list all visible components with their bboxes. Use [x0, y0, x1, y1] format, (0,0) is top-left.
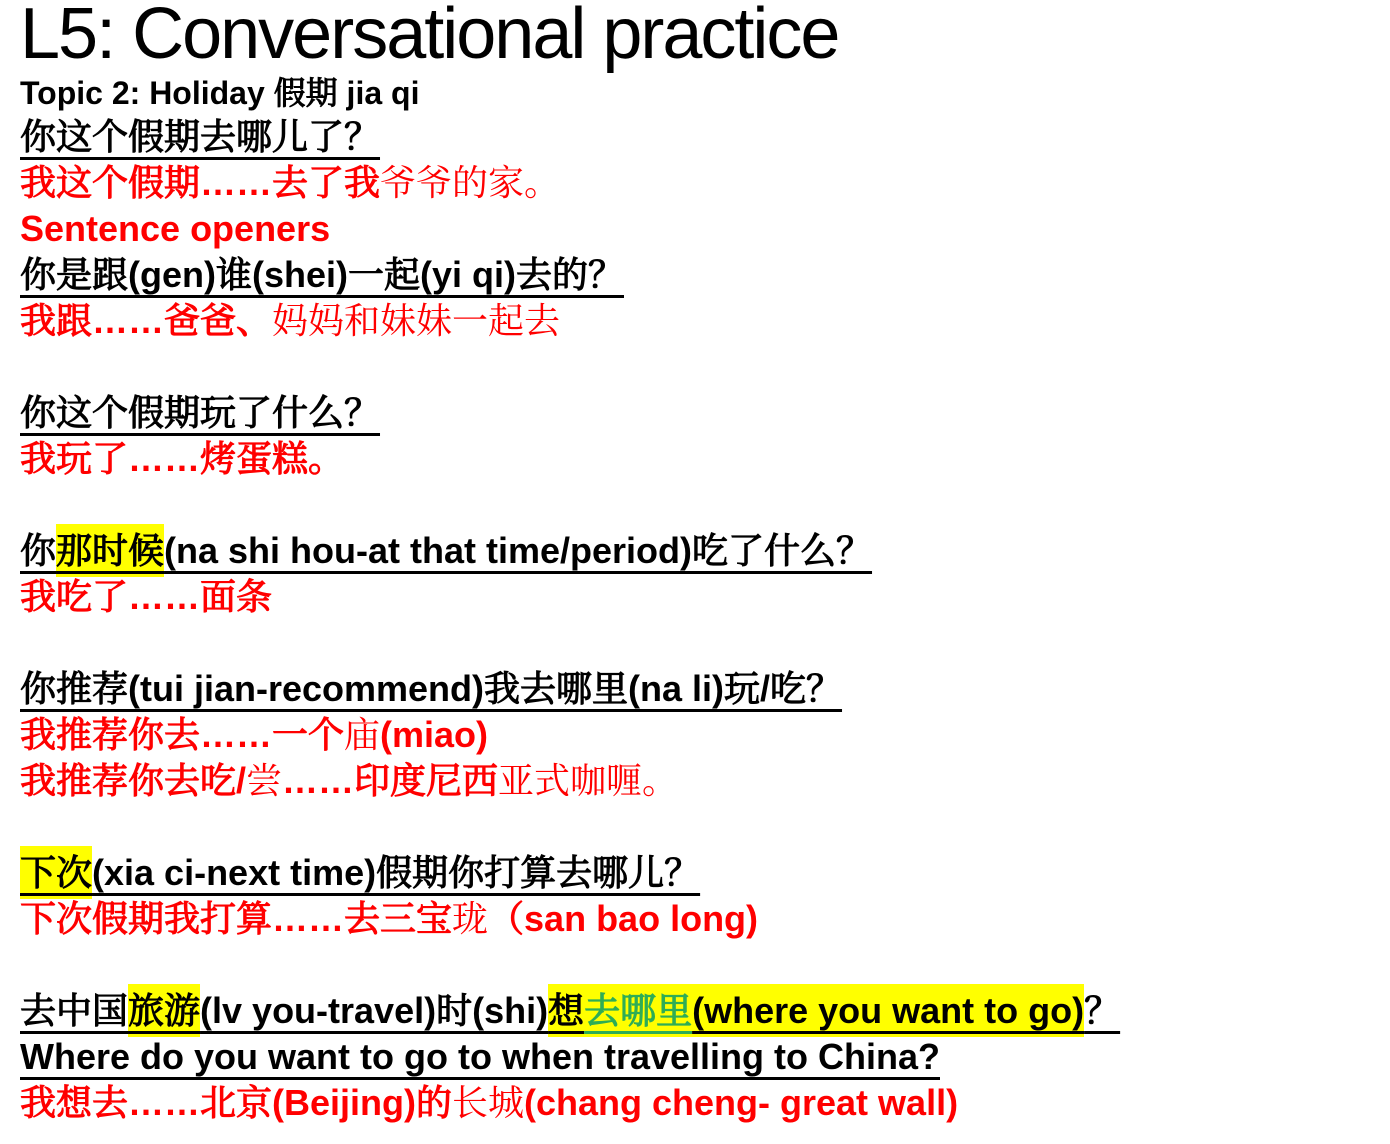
question-line: [20, 666, 1380, 712]
text-run: 我想去……北京(Beijing)的: [20, 1082, 452, 1124]
answer-line: [20, 758, 1380, 804]
text-run: 去哪里: [584, 984, 692, 1037]
text-run: 我吃了……面条: [20, 576, 273, 618]
blank-line: [20, 482, 1380, 528]
text-run: ？: [1084, 990, 1121, 1032]
text-run: 我推荐你去……一个: [20, 714, 345, 756]
question-line: [20, 988, 1380, 1034]
text-run: 你这个假期玩了什么？: [20, 392, 381, 434]
page-title: L5: Conversational practice: [20, 0, 839, 74]
text-run: (miao): [380, 714, 489, 756]
text-run: （san bao long): [488, 898, 759, 940]
question-line: [20, 390, 1380, 436]
text-run: 下次假期我打算……去三宝: [20, 898, 453, 940]
blank-line: [20, 344, 1380, 390]
text-run: (na shi hou-at that time/period)吃了什么？: [164, 530, 873, 572]
document-body: [20, 114, 1380, 1126]
text-run: 珑: [452, 898, 489, 940]
text-run: 我推荐你去吃/: [20, 760, 247, 802]
text-run: 爷爷的家。: [380, 162, 561, 204]
text-run: 你: [20, 530, 57, 572]
text-run: 妈妈和妹妹一起去: [272, 300, 561, 342]
text-run: (xia ci-next time)假期你打算去哪儿？: [92, 852, 701, 894]
answer-line: [20, 712, 1380, 758]
text-run: 庙: [344, 714, 381, 756]
text-run: 去中国: [20, 990, 129, 1032]
answer-line: [20, 574, 1380, 620]
answer-line: [20, 896, 1380, 942]
blank-line: [20, 620, 1380, 666]
page-subtitle: Topic 2: Holiday 假期 jia qi: [20, 75, 420, 112]
label-line: [20, 206, 1380, 252]
text-run: 我跟……爸爸、: [20, 300, 273, 342]
question-line: [20, 252, 1380, 298]
text-run: 你推荐(tui jian-recommend)我去哪里(na li)玩/吃？: [20, 668, 843, 710]
blank-line: [20, 804, 1380, 850]
text-run: 长城: [451, 1082, 524, 1124]
text-run: (where you want to go): [692, 984, 1084, 1037]
answer-line: [20, 160, 1380, 206]
text-run: 亚式咖喱。: [498, 760, 679, 802]
text-run: 我这个假期……去了我: [20, 162, 381, 204]
text-run: (chang cheng- great wall): [524, 1082, 959, 1124]
text-run: 下次: [20, 846, 92, 899]
text-run: 想: [548, 984, 584, 1037]
text-run: Where do you want to go to when travelling to China?: [20, 1036, 940, 1078]
question-line: [20, 528, 1380, 574]
blank-line: [20, 942, 1380, 988]
text-run: 尝: [246, 760, 283, 802]
answer-line: [20, 1080, 1380, 1126]
question-line: [20, 850, 1380, 896]
text-run: 旅游: [128, 984, 200, 1037]
question-line: [20, 114, 1380, 160]
text-run: 我玩了……烤蛋糕。: [20, 438, 345, 480]
text-run: ……印度尼西: [282, 760, 499, 802]
answer-line: [20, 298, 1380, 344]
text-run: 你是跟(gen)谁(shei)一起(yi qi)去的？: [20, 254, 624, 296]
text-run: 那时候: [56, 524, 164, 577]
answer-line: [20, 436, 1380, 482]
text-run: 你这个假期去哪儿了？: [20, 116, 381, 158]
english-line: [20, 1034, 1380, 1080]
text-run: (lv you-travel)时(shi): [200, 990, 549, 1032]
text-run: Sentence openers: [20, 208, 331, 250]
